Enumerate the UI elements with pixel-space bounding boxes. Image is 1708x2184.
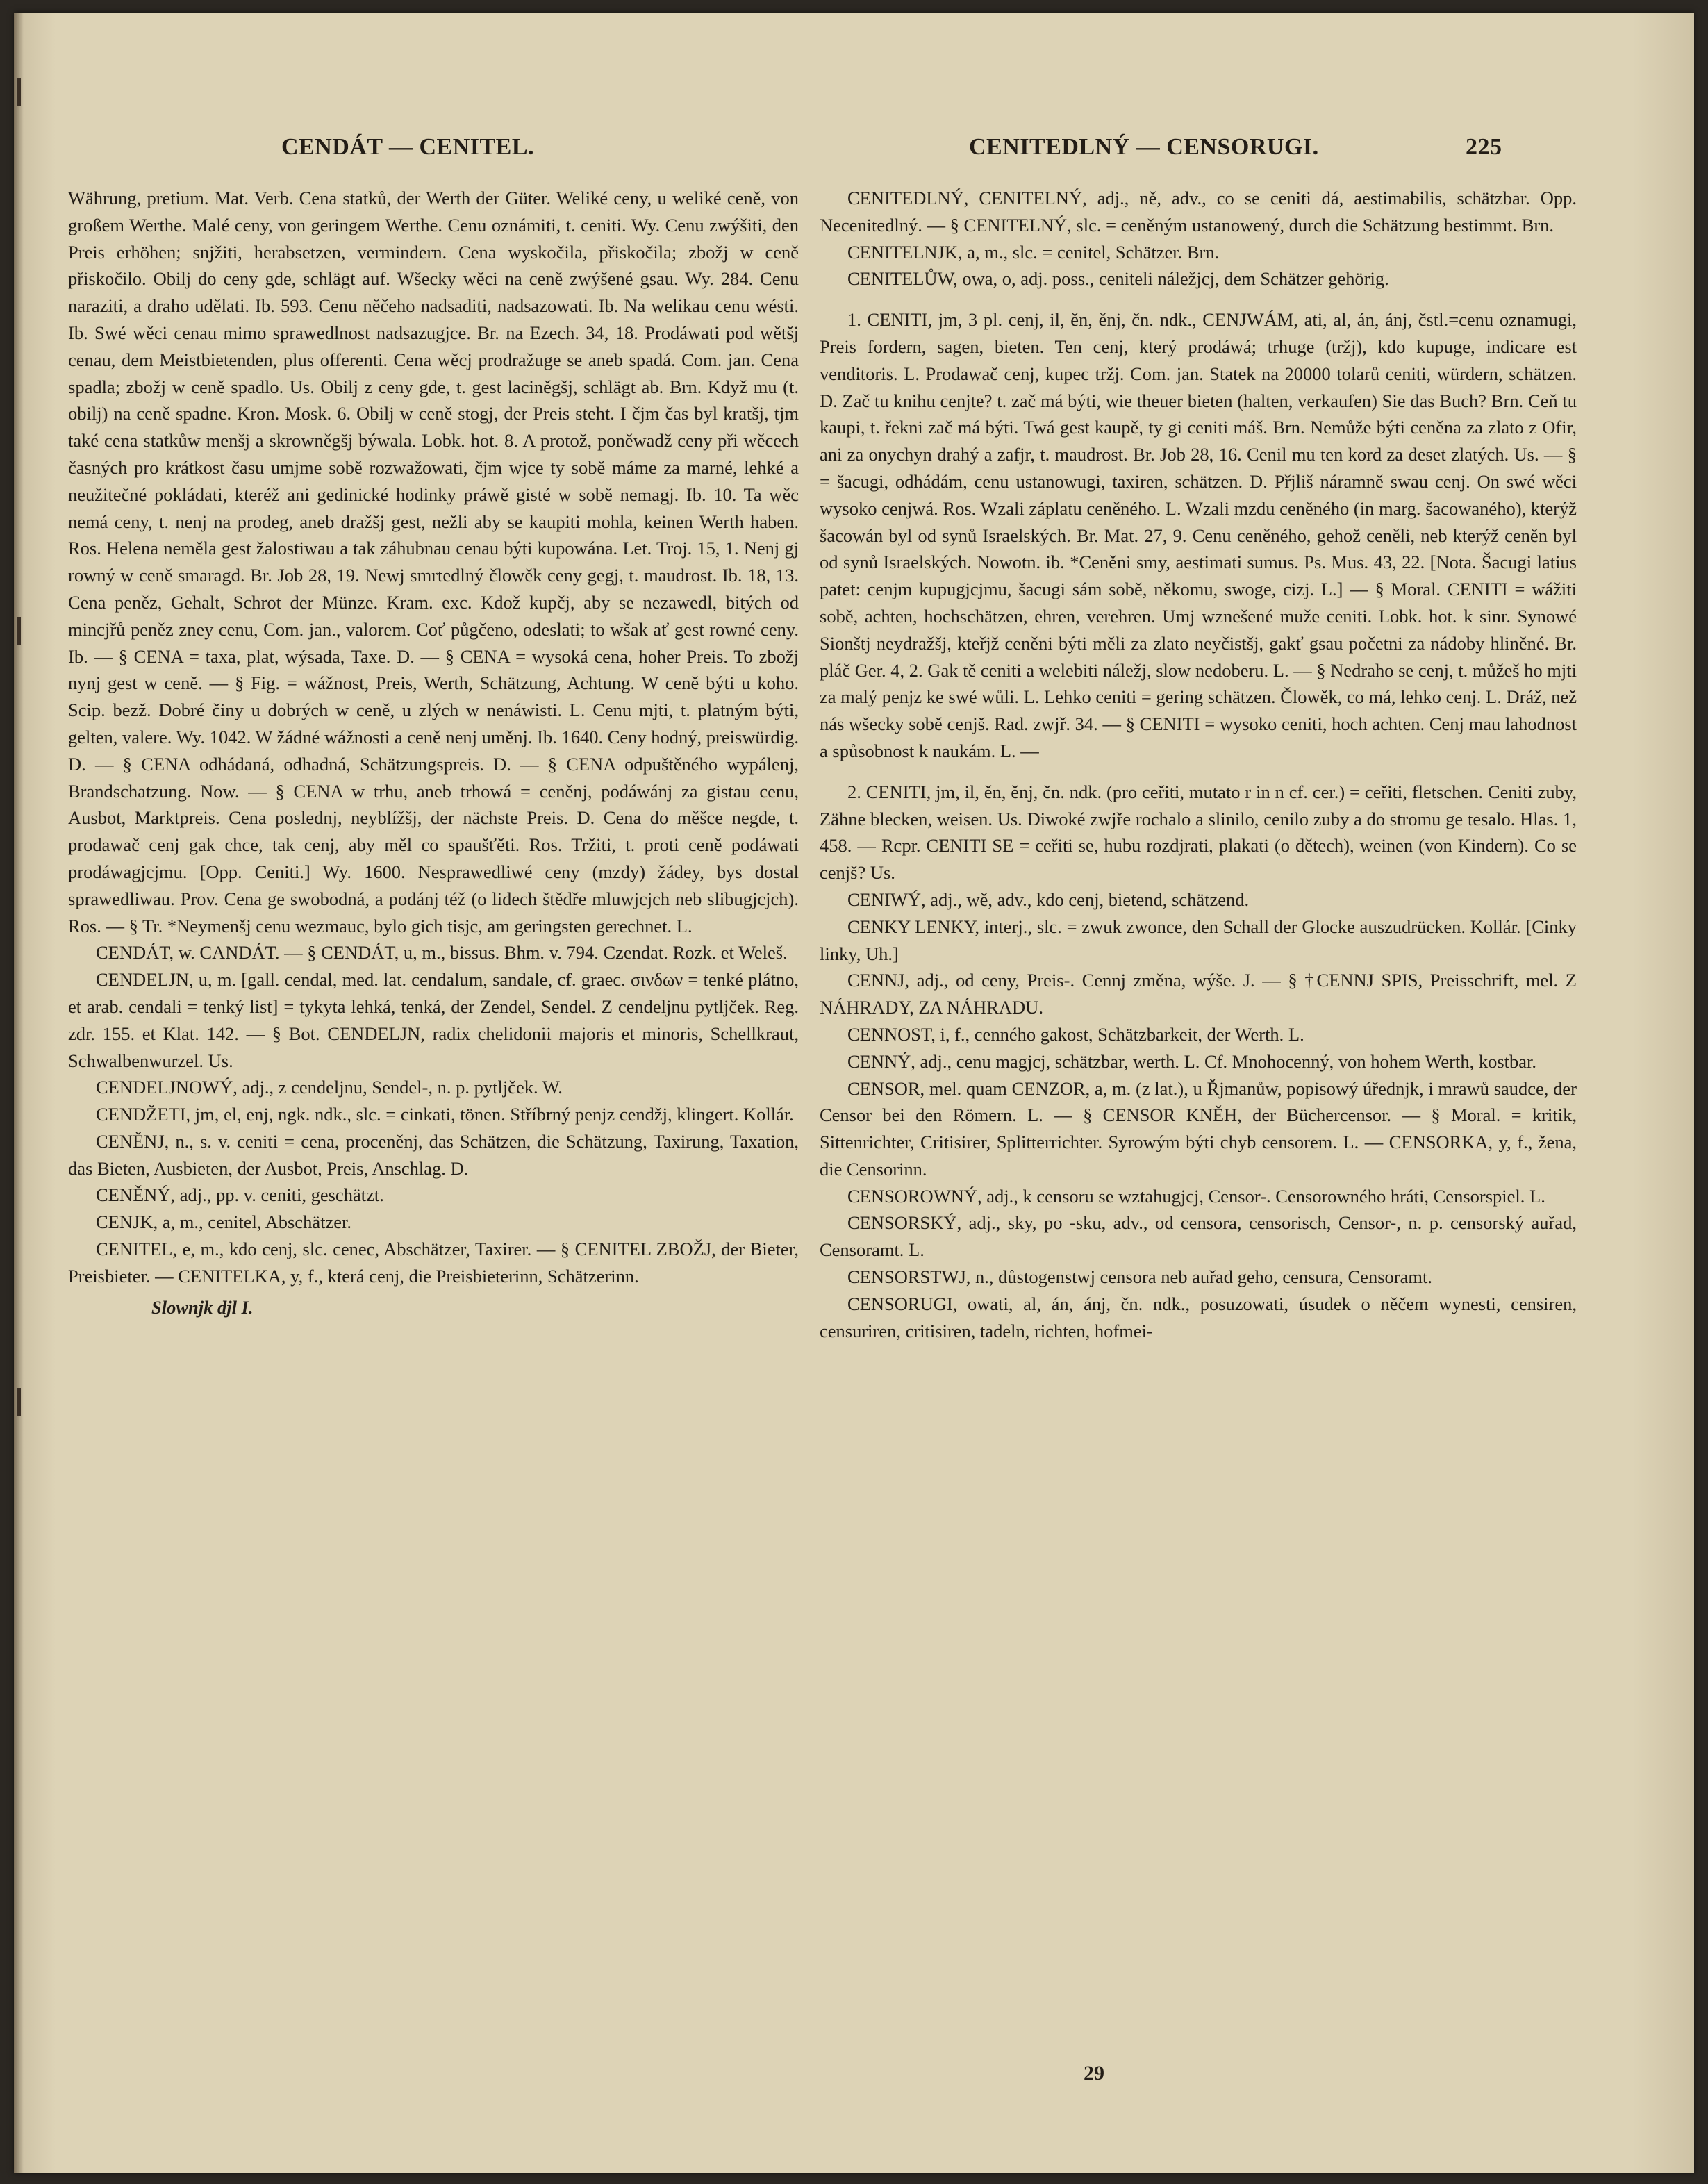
right-column <box>820 185 1577 1344</box>
dictionary-entry: CENDELJN, u, m. [gall. cendal, med. lat. cendalum, sandale, cf. graec. σινδων = tenké plátno, et arab. cendali = tenký list] = tykyta lehká, tenká, der Zendel, Sendel. Z cendeljnu pytljček. Reg. zdr. 155. et Klat. 142. — § Bot. CENDELJN, radix chelidonii majoris et minoris, Schellkraut, Schwalbenwurzel. Us. <box>68 969 799 1071</box>
signature-number: 29 <box>1084 2062 1104 2085</box>
dictionary-entry: CENNJ, adj., od ceny, Preis-. Cennj změna, wýše. J. — § †CENNJ SPIS, Preisschrift, mel. Z NÁHRADY, ZA NÁHRADU. <box>820 970 1577 1018</box>
dictionary-entry: CENDELJNOWÝ, adj., z cendeljnu, Sendel-, n. p. pytljček. W. <box>96 1077 563 1098</box>
dictionary-entry: CENITELNJK, a, m., slc. = cenitel, Schätzer. Brn. <box>847 241 1220 263</box>
dictionary-entry: CENNOST, i, f., cenného gakost, Schätzbarkeit, der Werth. L. <box>847 1023 1304 1045</box>
dictionary-entry: CENDÁT, w. CANDÁT. — § CENDÁT, u, m., bissus. Bhm. v. 794. Czendat. Rozk. et Weleš. <box>96 942 788 963</box>
dictionary-entry: 2. CENITI, jm, il, ěn, ěnj, čn. ndk. (pro ceřiti, mutato r in n cf. cer.) = ceřiti, fletschen. Ceniti zuby, Zähne blecken, weisen. Us. Diwoké zwjře rochalo a slinilo, cenilo zuby a do stromu ge tesalo. Hlas. 1, 458. — Rcpr. CENITI SE = ceřiti se, hubu rozdjrati, plakati (o dětech), weinen (von Kindern). Co se cenjš? Us. <box>820 781 1577 884</box>
running-header-left: CENDÁT — CENITEL. <box>281 134 535 160</box>
dictionary-entry: CENĚNÝ, adj., pp. v. ceniti, geschätzt. <box>96 1184 384 1206</box>
dictionary-entry: CENITEDLNÝ, CENITELNÝ, adj., ně, adv., co se ceniti dá, aestimabilis, schätzbar. Opp. Necenitedlný. — § CENITELNÝ, slc. = ceněným ustanowený, durch die Schätzung bestimmt. Brn. <box>820 188 1577 235</box>
dictionary-entry: Währung, pretium. Mat. Verb. Cena statků, der Werth der Güter. Weliké ceny, u weliké ceně, von großem Werthe. Malé ceny, von geringem Werthe. Cenu oznámiti, t. ceniti. Wy. Cenu zwýšiti, den Preis erhöhen; snjžiti, herabsetzen, vermindern. Cena wyskočila, přiskočila; zbožj w ceně přiskočilo. Obilj do ceny gde, schlägt auf. Wšecky wěci na ceně zwýšené gsau. Wy. 284. Cenu naraziti, a draho udělati. Ib. 593. Cenu něčeho nadsaditi, nadsazowati. Ib. Na welikau cenu wésti. Ib. Swé wěci cenau mimo sprawedlnost nadsazugjce. Br. na Ezech. 34, 18. Prodáwati pod wětšj cenau, dem Meistbietenden, plus offerenti. Cena wěcj prodražuge se aneb spadá. Com. jan. Cena spadla; zbožj w ceně spadlo. Us. Obilj z ceny gde, t. gest laciněgšj, schlägt ab. Brn. Když mu (t. obilj) na ceně spadne. Kron. Mosk. 6. Obilj w ceně stogj, der Preis steht. I čjm čas byl kratšj, tjm také cena statkůw menšj a skrowněgšj býwala. Lobk. hot. 8. A protož, poněwadž ceny při wěcech časných pro krátkost času umjme sobě rozwažowati, čjm wjce ty sobě máme za marné, lehké a neužitečné pokládati, kteréž ani gedinické hodinky práwě gisté w sobě nemagj. Ib. 10. Ta wěc nemá ceny, t. nenj na prodeg, aneb dražšj gest, nežli aby se kaupiti mohla, keinen Werth haben. Ros. Helena neměla gest žalostiwau a tak záhubnau cenau býti kupowána. Let. Troj. 15, 1. Nenj gj rowný w ceně smaragd. Br. Job 28, 19. Newj smrtedlný člowěk ceny gegj, t. maudrost. Ib. 18, 13. Cena peněz, Gehalt, Schrot der Münze. Kram. exc. Kdož kupčj, aby se nezawedl, bitých od mincjřů peněz zney cenu, Com. jan., valorem. Coť půgčeno, odeslati; to wšak ať gest rowné ceny. Ib. — § CENA = taxa, plat, wýsada, Taxe. D. — § CENA = wysoká cena, hoher Preis. To zbožj nynj gest w ceně. — § Fig. = wážnost, Preis, Werth, Schätzung, Achtung. W ceně býti u koho. Scip. bezž. Dobré činy u dobrých w ceně, u zlých w nenáwisti. L. Cenu mjti, t. platným býti, gelten, valere. Wy. 1042. W žádné wážnosti a ceně nenj uměnj. Ib. 1640. Ceny hodný, preiswürdig. D. — § CENA odhádaná, odhadná, Schätzungspreis. D. — § CENA odpuštěného wypálenj, Brandschatzung. Now. — § CENA w trhu, aneb trhowá = ceněnj, podáwánj za gistau cenu, Ausbot, Marktpreis. Cena poslednj, neyblížšj, der nächste Preis. D. Cena do měšce negde, t. prodawač cenj gak chce, tak cenj, aby měl co spaušťěti. Ros. Tržiti, t. proti ceně podáwati prodáwagjcjmu. [Opp. Ceniti.] Wy. 1600. Nesprawedliwé ceny (mzdy) žádey, bys dostal sprawedliwau. Prov. Cena ge swobodná, a podánj též (o lidech štědře mluwjcjch neb slibugjcjch). Ros. — § Tr. *Neymenšj cenu wezmauc, bylo gich tisjc, am geringsten gerechnet. L. <box>68 188 799 936</box>
running-header-right: CENITEDLNÝ — CENSORUGI. <box>969 134 1319 160</box>
dictionary-entry: CENDŽETI, jm, el, enj, ngk. ndk., slc. = cinkati, tönen. Stříbrný penjz cendžj, klingert. Kollár. <box>96 1104 794 1125</box>
dictionary-entry: CENĚNJ, n., s. v. ceniti = cena, proceněnj, das Schätzen, die Schätzung, Taxirung, Taxation, das Bieten, Ausbieten, der Ausbot, Preis, Anschlag. D. <box>68 1130 799 1179</box>
binding-mark <box>17 1388 21 1416</box>
page-number: 225 <box>1466 134 1502 160</box>
page-gutter-shadow <box>14 13 24 2173</box>
dictionary-entry: 1. CENITI, jm, 3 pl. cenj, il, ěn, ěnj, čn. ndk., CENJWÁM, ati, al, án, ánj, čstl.=cenu oznamugi, Preis fordern, sagen, bieten. Ten cenj, který prodáwá; trhuge (tržj), kdo kupuge, indicare est venditoris. L. Prodawač cenj, kupec tržj. Com. jan. Statek na 20000 tolarů ceniti, würdern, schätzen. D. Zač tu knihu cenjte? t. zač má býti, wie theuer bieten (halten, verkaufen) Sie das Buch? Brn. Ceň tu kaupi, t. řekni zač má býti. Twá gest kaupě, ty gi ceniti máš. Brn. Nemůže býti ceněna za zlato z Ofir, ani za onychyn drahý a zafjr, t. maudrost. Br. Job 28, 16. Cenil mu ten kord za deset zlatých. Us. — § = šacugi, odhádám, cenu ustanowugi, taxiren, schätzen. D. Přjliš náramně swau cenj. On swé wěci wysoko cenjwá. Ros. Wzali záplatu ceněného. L. Wzali mzdu ceněného (in marg. šacowaného), kterýž šacowán byl od synů Israelských. Br. Mat. 27, 9. Cenu ceněného, gehož ceněli, neb kterýž ceněn byl od synů Israelských. Nowotn. ib. *Ceněni smy, aestimati sumus. Ps. Mus. 43, 22. [Nota. Šacugi latius patet: cenjm kupugjcjmu, šacugi sám sobě, někomu, swoge, cizj. L.] — § Moral. CENITI = wážiti sobě, achten, hochschätzen, ehren, verehren. Umj wznešené muže ceniti. Lobk. hot. k sinr. Synowé Sionštj neydražšj, kteřjž ceněni býti měli za zlato neyčistšj, gakť gsau početni za nádoby hliněné. Br. pláč Ger. 4, 2. Gak tě ceniti a welebiti náležj, slow nedoberu. L. — § Nedraho se cenj, t. můžeš ho mjti za malý penjz ke swé wůli. L. Lehko ceniti = gering schätzen. Člowěk, co má, lehko cenj. L. Dráž, než nás wšecky sobě cenjš. Rad. zwjř. 34. — § CENITI = wysoko ceniti, hoch achten. Cenj mau lahodnost a spůsobnost k naukám. L. — <box>820 309 1577 761</box>
dictionary-entry: CENSORSTWJ, n., důstogenstwj censora neb auřad geho, censura, Censoramt. <box>847 1266 1432 1288</box>
dictionary-entry: CENSOROWNÝ, adj., k censoru se wztahugjcj, Censor-. Censorowného hráti, Censorspiel. L. <box>847 1185 1545 1207</box>
volume-signature: Slownjk djl I. <box>151 1296 254 1318</box>
dictionary-entry: CENSORUGI, owati, al, án, ánj, čn. ndk., posuzowati, úsudek o něčem wynesti, censiren, censuriren, critisiren, tadeln, richten, hofmei- <box>820 1293 1577 1341</box>
dictionary-entry: CENKY LENKY, interj., slc. = zwuk zwonce, den Schall der Glocke auszudrücken. Kollár. [Cinky linky, Uh.] <box>820 916 1577 964</box>
dictionary-entry: CENSOR, mel. quam CENZOR, a, m. (z lat.), u Řjmanůw, popisowý úřednjk, i mrawů saudce, der Censor bei den Römern. L. — § CENSOR KNĚH, der Büchercensor. — § Moral. = kritik, Sittenrichter, Critisirer, Splitterrichter. Syrowým býti chyb censorem. L. — CENSORKA, y, f., žena, die Censorinn. <box>820 1077 1577 1180</box>
binding-mark <box>17 78 21 106</box>
dictionary-entry: CENNÝ, adj., cenu magjcj, schätzbar, werth. L. Cf. Mnohocenný, von hohem Werth, kostbar. <box>847 1050 1537 1072</box>
dictionary-entry: CENITEL, e, m., kdo cenj, slc. cenec, Abschätzer, Taxirer. — § CENITEL ZBOŽJ, der Bieter, Preisbieter. — CENITELKA, y, f., která cenj, die Preisbieterinn, Schätzerinn. <box>68 1239 799 1287</box>
dictionary-entry: CENIWÝ, adj., wě, adv., kdo cenj, bietend, schätzend. <box>847 888 1250 910</box>
dictionary-entry: CENSORSKÝ, adj., sky, po -sku, adv., od censora, censorisch, Censor-, n. p. censorský auřad, Censoramt. L. <box>820 1212 1577 1261</box>
left-column <box>68 185 799 1321</box>
book-page <box>14 13 1694 2173</box>
dictionary-entry: CENITELŮW, owa, o, adj. poss., ceniteli náležjcj, dem Schätzer gehörig. <box>847 268 1389 290</box>
binding-mark <box>17 617 21 645</box>
dictionary-entry: CENJK, a, m., cenitel, Abschätzer. <box>96 1211 351 1233</box>
